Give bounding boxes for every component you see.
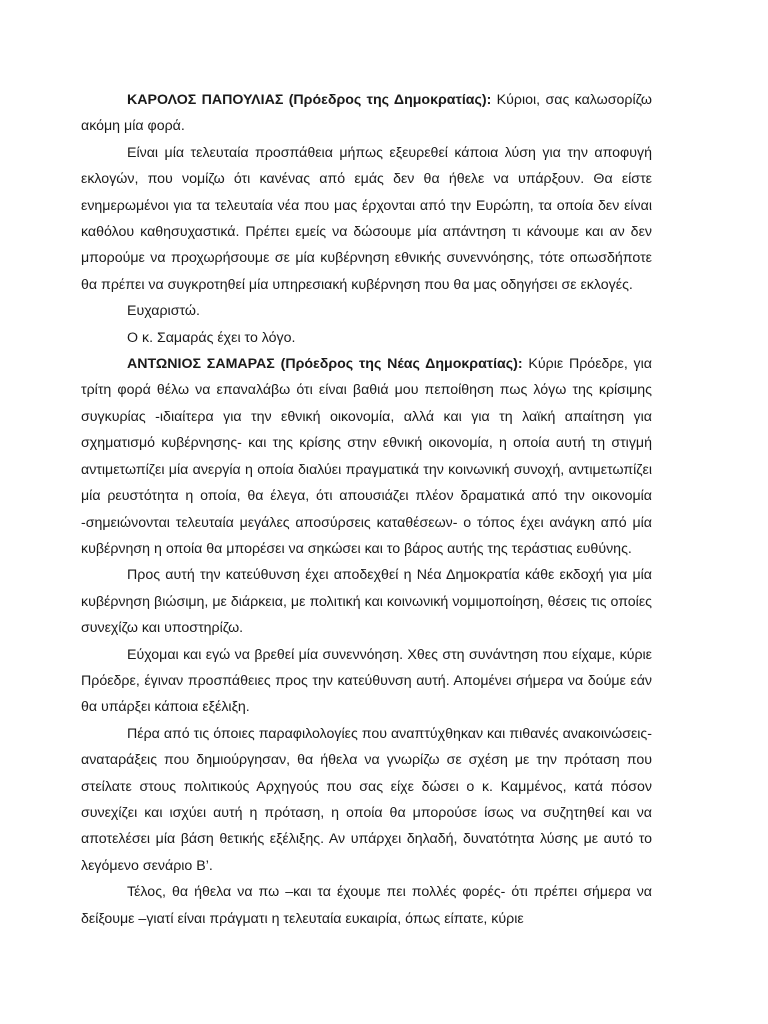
paragraph-samaras-wish	[81, 642, 652, 721]
document-page	[81, 87, 652, 932]
speaker-name: ΑΝΤΩΝΙΟΣ ΣΑΜΑΡΑΣ (Πρόεδρος της Νέας Δημοκρατίας):	[127, 356, 523, 373]
paragraph-text: Είναι μία τελευταία προσπάθεια μήπως εξευρεθεί κάποια λύση για την αποφυγή εκλογών, που νομίζω ότι κανένας από εμάς δεν θα ήθελε να υπάρξουν. Θα είστε ενημερωμένοι για τα τελευταία νέα που μας έρχονται από την Ευρώπη, τα οποία δεν είναι καθόλου καθησυχαστικά. Πρέπει εμείς να δώσουμε μία απάντηση τι κάνουμε και αν δεν μπορούμε να προχωρήσουμε σε μία κυβέρνηση εθνικής συνεννόησης, τότε οπωσδήποτε θα πρέπει να συγκροτηθεί μία υπηρεσιακή κυβέρνηση που θα μας οδηγήσει σε εκλογές.	[81, 144, 652, 293]
paragraph-samaras-final	[81, 879, 652, 932]
paragraph-text: Προς αυτή την κατεύθυνση έχει αποδεχθεί η Νέα Δημοκρατία κάθε εκδοχή για μία κυβέρνηση βιώσιμη, με διάρκεια, με πολιτική και κοινωνική νομιμοποίηση, θέσεις τις οποίες συνεχίζω και υποστηρίζω.	[81, 567, 652, 637]
paragraph-samaras-proposal	[81, 721, 652, 879]
paragraph-papoulias-intro	[81, 87, 652, 140]
speaker-name: ΚΑΡΟΛΟΣ ΠΑΠΟΥΛΙΑΣ (Πρόεδρος της Δημοκρατίας):	[127, 92, 492, 108]
paragraph-text: Ο κ. Σαμαράς έχει το λόγο.	[127, 329, 296, 346]
paragraph-thanks	[81, 298, 652, 324]
paragraph-papoulias-statement	[81, 140, 652, 298]
paragraph-text: Ευχαριστώ.	[127, 303, 200, 320]
paragraph-samaras-direction	[81, 562, 652, 641]
paragraph-floor-given	[81, 325, 652, 351]
paragraph-text: Πέρα από τις όποιες παραφιλολογίες που αναπτύχθηκαν και πιθανές ανακοινώσεις-αναταράξεις που δημιούργησαν, θα ήθελα να γνωρίζω σε σχέση με την πρόταση που στείλατε στους πολιτικούς Αρχηγούς που σας είχε δώσει ο κ. Καμμένος, κατά πόσον συνεχίζει και ισχύει αυτή η πρόταση, η οποία θα μπορούσε ίσως να συζητηθεί και να αποτελέσει μία βάση θετικής εξέλιξης. Αν υπάρχει δηλαδή, δυνατότητα λύσης με αυτό το λεγόμενο σενάριο Β’.	[81, 725, 652, 874]
paragraph-text: Τέλος, θα ήθελα να πω –και τα έχουμε πει πολλές φορές- ότι πρέπει σήμερα να δείξουμε –γιατί είναι πράγματι η τελευταία ευκαιρία, όπως είπατε, κύριε	[81, 884, 652, 927]
paragraph-text: Εύχομαι και εγώ να βρεθεί μία συνεννόηση. Χθες στη συνάντηση που είχαμε, κύριε Πρόεδρε, έγιναν προσπάθειες προς την κατεύθυνση αυτή. Απομένει σήμερα να δούμε εάν θα υπάρξει κάποια εξέλιξη.	[81, 646, 652, 716]
paragraph-text: Κύριε Πρόεδρε, για τρίτη φορά θέλω να επαναλάβω ότι είναι βαθιά μου πεποίθηση πως λόγω της κρίσιμης συγκυρίας -ιδιαίτερα για την εθνική οικονομία, αλλά και για τη λαϊκή απαίτηση για σχηματισμό κυβέρνησης- και της κρίσης στην εθνική οικονομία, η οποία αυτή τη στιγμή αντιμετωπίζει μία ανεργία η οποία διαλύει πραγματικά την κοινωνική συνοχή, αντιμετωπίζει μία ρευστότητα η οποία, θα έλεγα, ότι απουσιάζει πλέον δραματικά από την οικονομία -σημειώνονται τελευταία μεγάλες αποσύρσεις καταθέσεων- ο τόπος έχει ανάγκη από μία κυβέρνηση η οποία θα μπορέσει να σηκώσει και το βάρος αυτής της τεράστιας ευθύνης.	[81, 356, 653, 557]
paragraph-samaras-intro	[81, 351, 652, 562]
paragraph-text: Κύριοι, σας καλωσορίζω ακόμη μία φορά.	[81, 92, 652, 135]
